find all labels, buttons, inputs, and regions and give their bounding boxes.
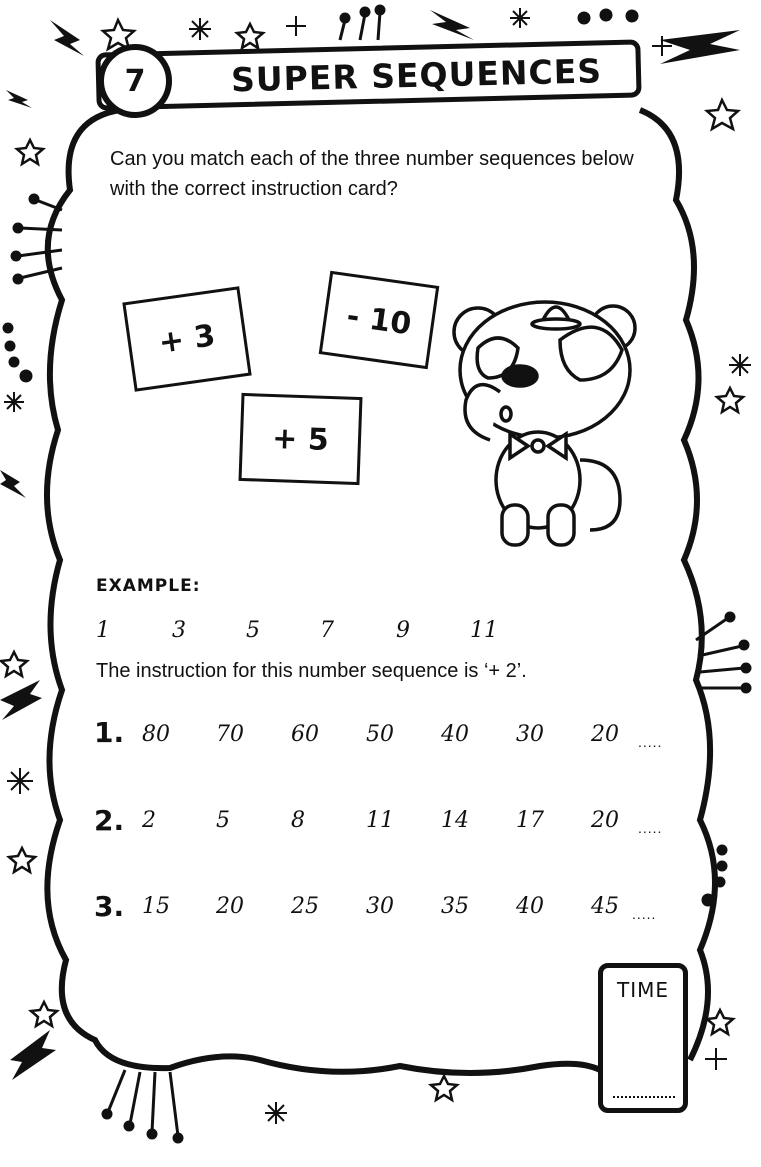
sequence-number: 2 [142, 808, 156, 833]
sequence-label: 1. [94, 716, 125, 749]
instructions-text: Can you match each of the three number sequences below with the correct instruction card? [110, 148, 634, 200]
sequence-number: 40 [516, 894, 544, 919]
sequence-number: 5 [216, 808, 230, 833]
time-box [598, 963, 688, 1113]
sequence-number: 80 [142, 722, 170, 747]
sequence-number: 70 [216, 722, 244, 747]
sequence-number: 11 [366, 808, 394, 833]
sequence-number: 40 [441, 722, 469, 747]
instruction-card: - 10 [319, 271, 440, 369]
example-explanation: The instruction for this number sequence is ‘+ 2’. [96, 660, 527, 682]
sequence-number: 14 [441, 808, 469, 833]
example-number: 7 [320, 618, 334, 643]
example-number: 9 [396, 618, 410, 643]
sequence-number: 20 [216, 894, 244, 919]
page-title: SUPER SEQUENCES [230, 51, 603, 100]
example-number: 3 [172, 618, 186, 643]
bear-illustration [454, 302, 635, 545]
sequence-number: 25 [291, 894, 319, 919]
sequence-label: 2. [94, 804, 125, 837]
sequence-number: 30 [516, 722, 544, 747]
example-number: 11 [470, 618, 498, 643]
sequence-number: 8 [291, 808, 305, 833]
sequence-label: 3. [94, 890, 125, 923]
sequence-number: 17 [516, 808, 544, 833]
sequence-number: 20 [591, 808, 619, 833]
sequence-number: 15 [142, 894, 170, 919]
sequence-number: 35 [441, 894, 469, 919]
sequence-number: 60 [291, 722, 319, 747]
sequence-number: 30 [366, 894, 394, 919]
example-label: EXAMPLE: [96, 576, 201, 596]
sequence-number: 45 [591, 894, 619, 919]
page-number-badge: 7 [98, 44, 172, 118]
answer-blank[interactable]: ..... [638, 820, 663, 836]
instruction-card: + 5 [239, 393, 363, 485]
time-label: TIME [616, 978, 669, 1002]
instruction-card: + 3 [122, 286, 251, 392]
time-answer-line[interactable] [613, 1096, 675, 1098]
sequence-number: 20 [591, 722, 619, 747]
example-number: 5 [246, 618, 260, 643]
answer-blank[interactable]: ..... [632, 906, 657, 922]
sequence-number: 50 [366, 722, 394, 747]
answer-blank[interactable]: ..... [638, 734, 663, 750]
example-number: 1 [96, 618, 110, 643]
